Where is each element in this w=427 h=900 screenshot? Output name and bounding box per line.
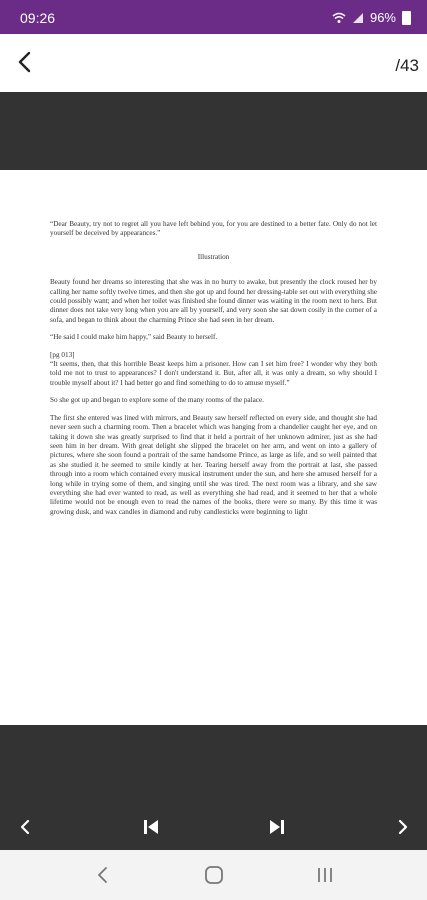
signal-icon (352, 12, 364, 24)
previous-page-button[interactable] (12, 815, 38, 839)
last-page-button[interactable] (264, 815, 290, 839)
chevron-left-icon (10, 46, 42, 78)
app-bar (0, 34, 427, 92)
paragraph: So she got up and began to explore some of the many rooms of the palace. (50, 396, 264, 405)
first-page-button[interactable] (138, 815, 164, 839)
nav-back-button[interactable] (90, 863, 116, 887)
nav-back-icon (90, 863, 116, 887)
battery-percent: 96% (369, 10, 396, 25)
page-text (50, 220, 377, 525)
battery-icon (402, 11, 411, 25)
viewer-bottom-panel (0, 725, 427, 850)
viewer-top-margin (0, 92, 427, 170)
document-page[interactable] (0, 170, 427, 725)
paragraph: “It seems, then, that this horrible Beast keeps him a prisoner. How can I set him free? I wonder why they both told me not to trust to appearances? I don't understand it. But, after all, it was only a dream, so why should I trouble myself about it? I had better go and find something to do to amuse myself.” (50, 360, 377, 387)
paragraph: “Dear Beauty, try not to regret all you have left behind you, for you are destined to a better fate. Only do not let yourself be deceived by appearances.” (50, 220, 377, 238)
illustration-label: Illustration (197, 252, 230, 261)
status-time: 09:26 (20, 10, 56, 26)
chevron-left-icon (17, 818, 33, 836)
system-nav-bar (0, 850, 427, 900)
next-page-button[interactable] (390, 815, 416, 839)
paragraph: “He said I could make him happy,” said Beauty to herself. (50, 333, 218, 342)
paragraph: The first she entered was lined with mirrors, and Beauty saw herself reflected on every side, and thought she had never seen such a charming room. Then a bracelet which was hanging from a chandelier caught her eye, and on taking it down she was greatly surprised to find that it held a portrait of her unknown admirer, just as she had seen him in her dream. With great delight she slipped the bracelet on her arm, and went on into a gallery of pictures, where she soon found a portrait of the same handsome Prince, as large as life, and so well painted that as she studied it he seemed to smile kindly at her. Tearing herself away from the portrait at last, she passed through into a room which contained every musical instrument under the sun, and here she amused herself for a long while in trying some of them, and singing until she was tired. The next room was a library, and she saw everything she had ever wanted to read, as well as everything she had read, and it seemed to her that a whole lifetime would not be enough even to read the names of the books, there were so many. By this time it was growing dusk, and wax candles in diamond and ruby candlesticks were beginning to light (50, 413, 377, 516)
nav-recents-button[interactable] (312, 863, 338, 887)
page-count: /43 (395, 56, 419, 75)
page-reference: [pg 013] (50, 350, 75, 359)
paragraph: Beauty found her dreams so interesting that she was in no hurry to awake, but presently the clock roused her by calling her name softly twelve times, and then she got up and found her dressing-table set out with everything she could possibly want; and when her toilet was finished she found dinner was waiting in the room next to hers. But dinner does not take very long when you are all by yourself, and very soon she sat down cosily in the corner of a sofa, and began to think about the charming Prince she had seen in her dream. (50, 278, 377, 324)
nav-home-button[interactable] (201, 863, 227, 887)
status-right (332, 10, 411, 25)
nav-recents-icon (312, 863, 338, 887)
back-button[interactable] (10, 46, 42, 78)
chevron-right-icon (395, 818, 411, 836)
skip-next-icon (268, 818, 286, 836)
skip-previous-icon (142, 818, 160, 836)
status-bar (0, 0, 427, 34)
nav-home-icon (201, 863, 227, 887)
wifi-icon (332, 12, 346, 24)
